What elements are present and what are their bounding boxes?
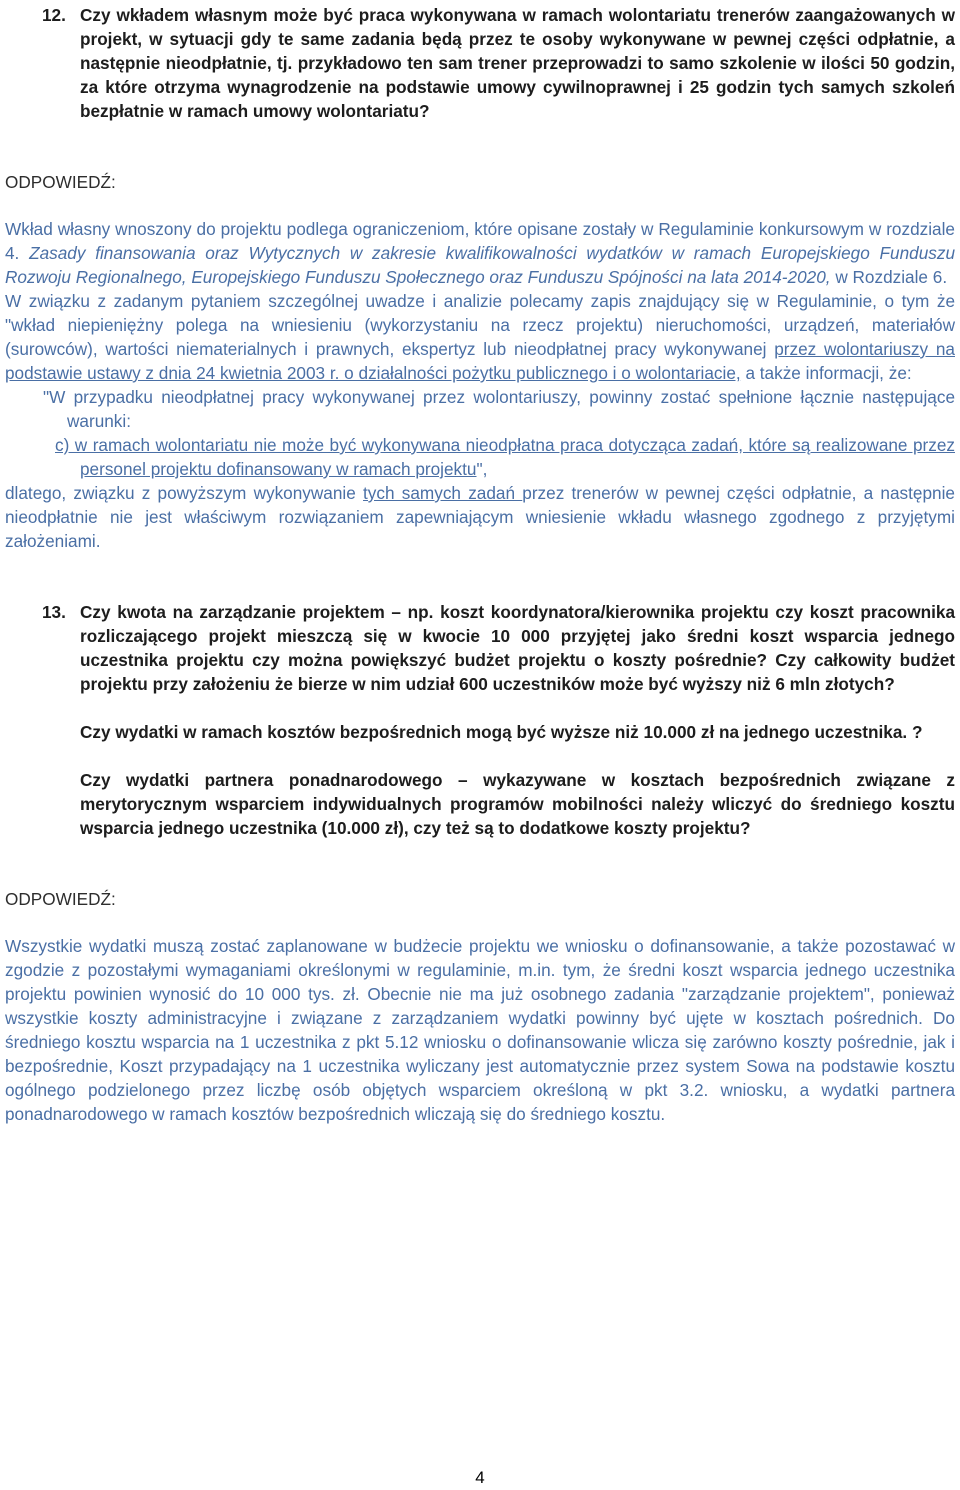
answer-paragraph-2: W związku z zadanym pytaniem szczególnej uwadze i analizie polecamy zapis znajdujący się w Regulaminie, o tym że "wkład niepieniężny polega na wniesieniu (wykorzystaniu na rzecz projektu) nieruchomości, urządzeń, materiałów (surowców), wartości niematerialnych i prawnych, ekspertyz lub nieodpłatnej pracy wykonywanej przez wolontariuszy na podstawie ustawy z dnia 24 kwietnia 2003 r. o działalności pożytku publicznego i o wolontariacie, a także informacji, że: xyxy=(5,291,955,383)
quote-line: "W przypadku nieodpłatnej pracy wykonywanej przez wolontariuszy, powinny zostać spełnione łącznie następujące warunki: xyxy=(43,387,955,431)
answer-paragraph-1: Wkład własny wnoszony do projektu podlega ograniczeniom, które opisane zostały w Regulaminie konkursowym w rozdziale 4. Zasady finansowania oraz Wytycznych w zakresie kwalifikowalności wydatków w ramach Europejskiego Funduszu Rozwoju Regionalnego, Europejskiego Funduszu Społecznego oraz Funduszu Spójności na lata 2014-2020, w Rozdziale 6. xyxy=(5,219,956,287)
question-paragraph-3: Czy wydatki partnera ponadnarodowego – wykazywane w kosztach bezpośrednich związane z merytorycznym wsparciem indywidualnych programów mobilności należy wliczyć do średniego kosztu wsparcia jednego uczestnika (10.000 zł), czy też są to dodatkowe koszty projektu? xyxy=(80,770,955,838)
conclusion: dlatego, związku z powyższym wykonywanie tych samych zadań przez trenerów w pewnej części odpłatnie, a następnie nieodpłatnie nie jest właściwym rozwiązaniem zapewniającym wniesienie wkładu własnego zgodnego z przyjętymi założeniami. xyxy=(5,483,955,551)
answer-label: ODPOWIEDŹ: xyxy=(5,889,116,909)
question-number: 13. xyxy=(42,602,66,622)
law-reference: przez wolontariuszy na podstawie ustawy z dnia 24 kwietnia 2003 r. o działalności pożytku publicznego i o wolontariacie, xyxy=(5,339,955,383)
question-13 xyxy=(5,600,955,840)
question-number: 12. xyxy=(42,5,66,25)
page-number: 4 xyxy=(475,1468,485,1487)
answer-13: Wszystkie wydatki muszą zostać zaplanowane w budżecie projektu we wniosku o dofinansowanie, a także pozostawać w zgodzie z pozostałymi wymaganiami określonymi w regulaminie, m.in. tym, że średni koszt wsparcia jednego uczestnika projektu powinien wynosić do 10 000 tys. zł. Obecnie nie ma już osobnego zadania "zarządzanie projektem", ponieważ wszystkie koszty administracyjne i związane z zarządzaniem wydatki powinny być ujęte w kosztach pośrednich. Do średniego kosztu wsparcia na 1 uczestnika z pkt 5.12 wniosku o dofinansowanie wlicza się zarówno koszty pośrednie, jak i bezpośrednie, Koszt przypadający na 1 uczestnika wyliczany jest automatycznie przez system Sowa na podstawie kosztu ogólnego podzielonego przez liczbę osób objętych wsparciem określoną w pkt 3.2. wniosku, a wydatki partnera ponadnarodowego w ramach kosztów bezpośrednich wliczają się do średniego kosztu. xyxy=(5,936,955,1124)
document-page xyxy=(5,0,955,1126)
condition-c: c) w ramach wolontariatu nie może być wykonywana nieodpłatna praca dotycząca zadań, które są realizowane przez personel projektu dofinansowany w ramach projektu", xyxy=(55,435,955,479)
question-paragraph-2: Czy wydatki w ramach kosztów bezpośrednich mogą być wyższe niż 10.000 zł na jednego uczestnika. ? xyxy=(80,722,923,742)
answer-label: ODPOWIEDŹ: xyxy=(5,172,116,192)
question-paragraph-1: Czy kwota na zarządzanie projektem – np. koszt koordynatora/kierownika projektu czy koszt pracownika rozliczającego projekt mieszczą się w kwocie 10 000 przyjętej jako średni koszt wsparcia jednego uczestnika projektu czy można powiększyć budżet projektu o koszty pośrednie? Czy całkowity budżet projektu przy założeniu że bierze w nim udział 600 uczestników może być wyższy niż 6 mln złotych? xyxy=(80,602,955,694)
question-12 xyxy=(5,3,955,123)
answer-12 xyxy=(5,217,955,553)
question-text: Czy wkładem własnym może być praca wykonywana w ramach wolontariatu trenerów zaangażowanych w projekt, w sytuacji gdy te same zadania będą przez te osoby wykonywane w pewnej części odpłatnie, a następnie nieodpłatnie, tj. przykładowo ten sam trener przeprowadzi to samo szkolenie w ilości 50 godzin, za które otrzyma wynagrodzenie na podstawie umowy cywilnoprawnej i 25 godzin tych samych szkoleń bezpłatnie w ramach umowy wolontariatu? xyxy=(80,5,955,121)
